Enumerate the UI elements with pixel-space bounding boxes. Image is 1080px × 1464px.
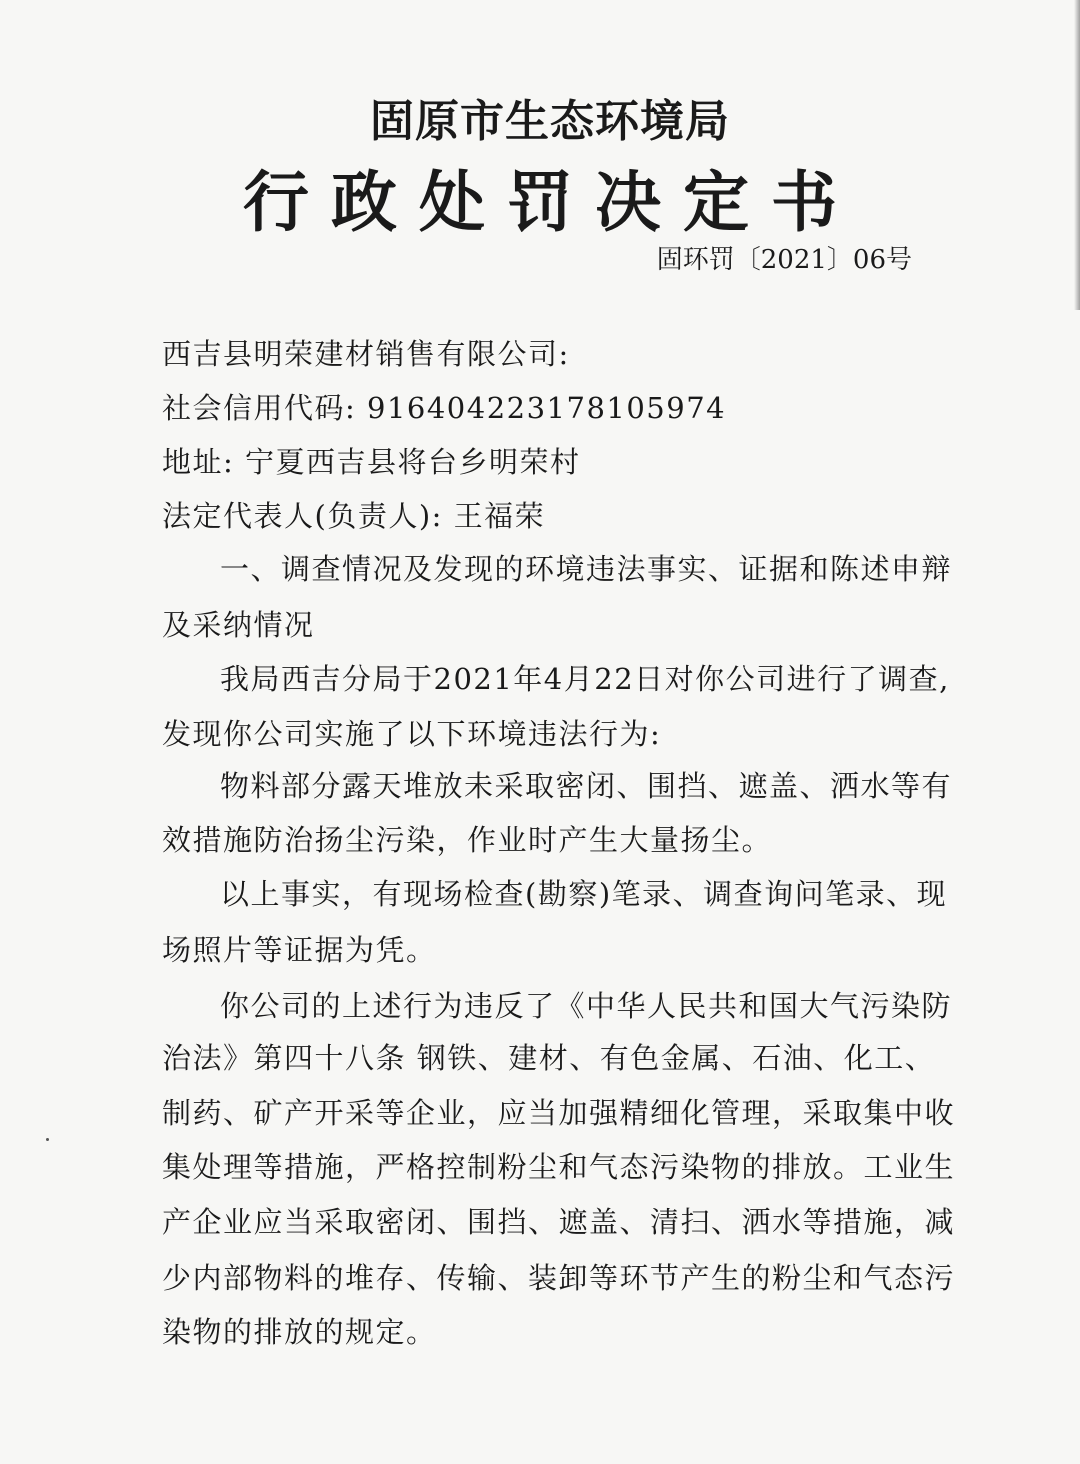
body-line: 你公司的上述行为违反了《中华人民共和国大气污染防 xyxy=(220,989,953,1023)
party-credit-code: 社会信用代码: 916404223178105974 xyxy=(162,391,727,425)
party-address: 地址: 宁夏西吉县将台乡明荣村 xyxy=(162,445,581,479)
party-company: 西吉县明荣建材销售有限公司: xyxy=(162,337,570,371)
body-line: 治法》第四十八条 钢铁、建材、有色金属、石油、化工、 xyxy=(162,1041,936,1075)
body-line: 一、调查情况及发现的环境违法事实、证据和陈述申辩 xyxy=(220,552,953,586)
body-line: 染物的排放的规定。 xyxy=(162,1315,437,1349)
body-line: 我局西吉分局于2021年4月22日对你公司进行了调查, xyxy=(220,662,950,696)
body-line: 以上事实，有现场检查(勘察)笔录、调查询问笔录、现 xyxy=(220,877,948,911)
scan-speck xyxy=(46,1138,49,1141)
body-line: 物料部分露天堆放未采取密闭、围挡、遮盖、洒水等有 xyxy=(220,769,953,803)
document-title: 行政处罚决定书 xyxy=(243,164,859,241)
scan-edge-shadow xyxy=(1074,0,1080,310)
body-line: 发现你公司实施了以下环境违法行为: xyxy=(162,717,662,751)
party-legal-rep: 法定代表人(负责人): 王福荣 xyxy=(162,499,546,533)
body-line: 少内部物料的堆存、传输、装卸等环节产生的粉尘和气态污 xyxy=(162,1261,956,1295)
body-line: 场照片等证据为凭。 xyxy=(162,933,437,967)
body-line: 制药、矿产开采等企业，应当加强精细化管理，采取集中收 xyxy=(162,1096,956,1130)
body-line: 集处理等措施，严格控制粉尘和气态污染物的排放。工业生 xyxy=(162,1150,956,1184)
organization-title: 固原市生态环境局 xyxy=(370,96,730,147)
document-number: 固环罚〔2021〕06号 xyxy=(656,245,912,275)
body-line: 及采纳情况 xyxy=(162,608,315,642)
body-line: 效措施防治扬尘污染，作业时产生大量扬尘。 xyxy=(162,823,773,857)
body-line: 产企业应当采取密闭、围挡、遮盖、清扫、洒水等措施，减 xyxy=(162,1205,956,1239)
